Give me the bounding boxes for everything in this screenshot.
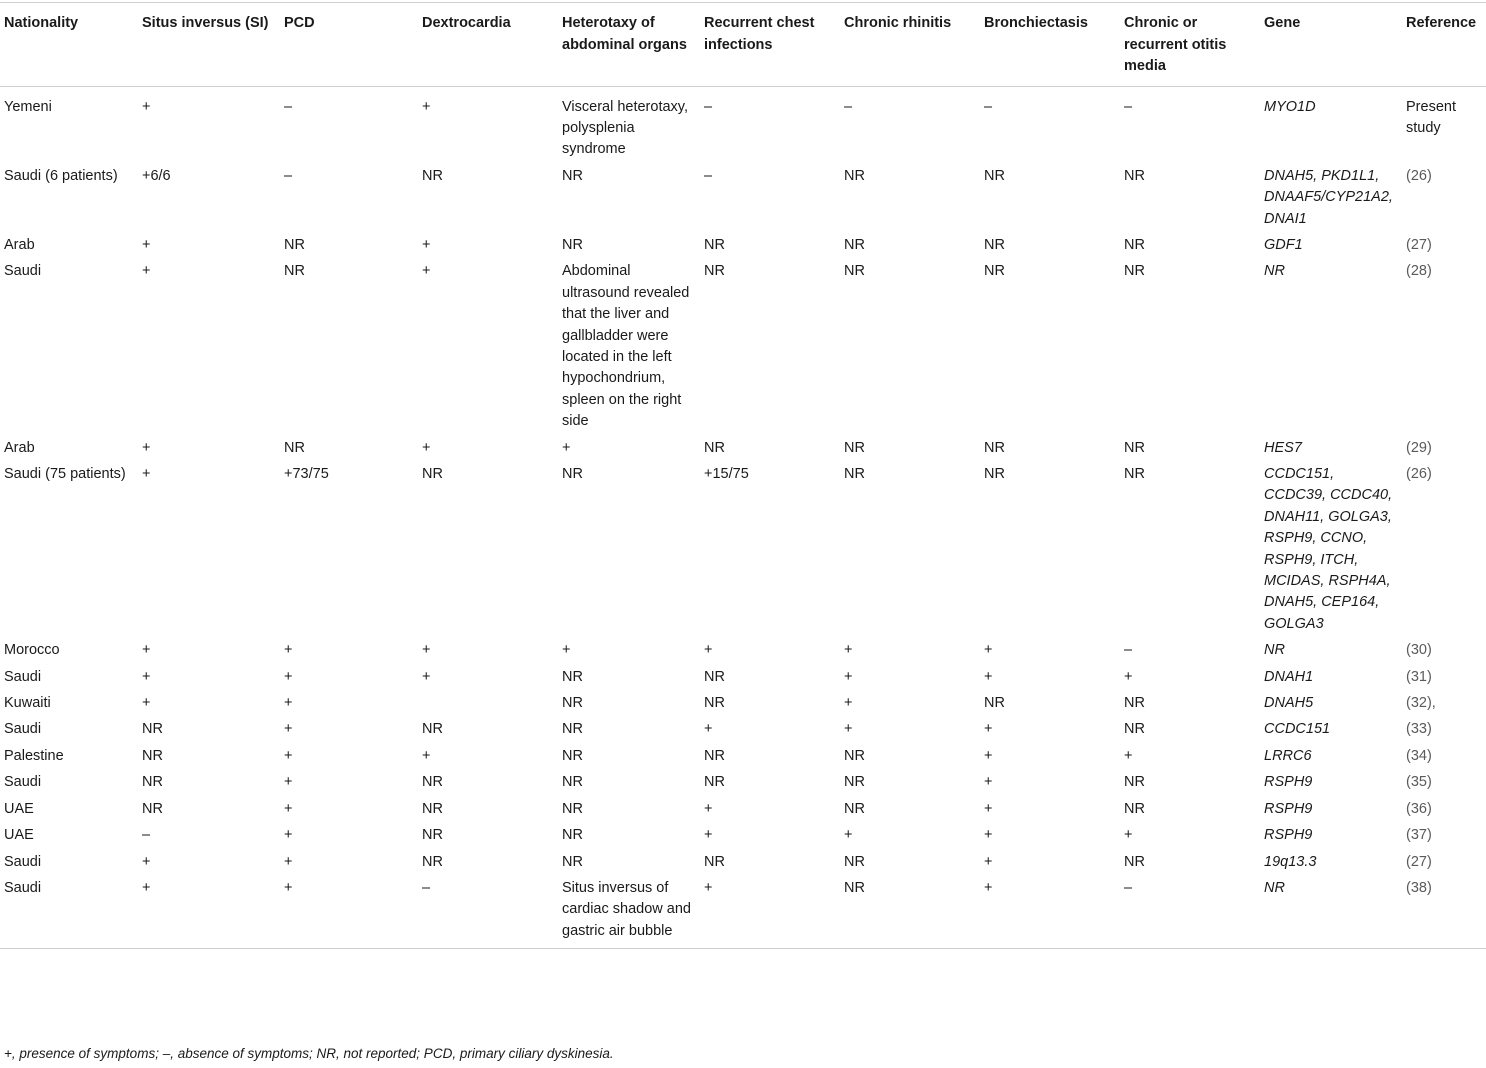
table-cell: + — [422, 236, 431, 253]
table-cell: NR — [422, 721, 443, 738]
gene-cell: CCDC151 — [1264, 721, 1331, 738]
reference-cell: (37) — [1406, 827, 1432, 844]
table-row — [0, 848, 1486, 874]
table-row — [0, 636, 1486, 662]
gene-cell: RSPH9 — [1264, 827, 1313, 844]
reference-cell: (29) — [1406, 439, 1432, 456]
gene-cell: RSPH9 — [1264, 800, 1313, 817]
reference-cell: (31) — [1406, 668, 1432, 685]
table-cell: Saudi — [4, 721, 42, 738]
table-cell: + — [280, 874, 418, 949]
table-cell: NR — [562, 466, 583, 482]
table-cell: NR — [704, 853, 725, 870]
table-row — [0, 768, 1486, 794]
table-cell: NR — [1124, 695, 1145, 712]
table-cell: + — [284, 642, 293, 659]
table-cell: NR — [422, 774, 443, 791]
table-cell: + — [422, 98, 431, 115]
table-cell: NR — [844, 167, 865, 184]
column-header: Heterotaxy of abdominal organs — [558, 3, 700, 87]
table-cell: NR — [704, 263, 725, 280]
reference-cell: (26) — [1406, 466, 1432, 482]
reference-cell: (33) — [1406, 721, 1432, 738]
table-cell: + — [142, 98, 151, 115]
table-cell: + — [142, 236, 151, 253]
table-cell: + — [422, 642, 431, 659]
data-table — [0, 2, 1486, 949]
table-cell: – — [284, 167, 293, 184]
table-row — [0, 874, 1486, 949]
table-cell: NR — [984, 263, 1005, 280]
table-cell: + — [844, 695, 853, 712]
table-cell: + — [984, 668, 993, 685]
gene-cell: CCDC151, CCDC39, CCDC40, DNAH11, GOLGA3, RSPH9, CCNO, RSPH9, ITCH, MCIDAS, RSPH4A, DNAH5, CEP164, GOLGA3 — [1264, 466, 1393, 632]
table-cell: NR — [984, 695, 1005, 712]
table-cell: + — [284, 695, 293, 712]
table-cell: NR — [284, 439, 305, 456]
table-cell: NR — [1124, 774, 1145, 791]
table-cell: NR — [142, 747, 163, 764]
table-cell: + — [704, 800, 713, 817]
table-cell: Kuwaiti — [4, 695, 51, 712]
table-cell: NR — [284, 236, 305, 253]
table-footnote: +, presence of symptoms; –, absence of symptoms; NR, not reported; PCD, primary ciliary dyskinesia. — [4, 1046, 614, 1061]
reference-cell: (30) — [1406, 642, 1432, 659]
column-header: Chronic rhinitis — [840, 3, 980, 87]
table-cell: NR — [844, 466, 865, 482]
table-cell: + — [844, 827, 853, 844]
reference-cell: (26) — [1406, 167, 1432, 184]
table-cell: + — [284, 721, 293, 738]
gene-cell: RSPH9 — [1264, 774, 1313, 791]
reference-cell: (34) — [1406, 747, 1432, 764]
reference-cell: (38) — [1402, 874, 1486, 949]
table-cell: NR — [1124, 466, 1145, 482]
gene-cell: 19q13.3 — [1264, 853, 1317, 870]
reference-cell: (27) — [1406, 236, 1432, 253]
table-cell: NR — [704, 439, 725, 456]
column-header: Recurrent chest infections — [700, 3, 840, 87]
table-cell: + — [704, 642, 713, 659]
table-row — [0, 257, 1486, 433]
table-cell: Palestine — [4, 747, 64, 764]
table-cell: NR — [422, 853, 443, 870]
table-cell: NR — [984, 236, 1005, 253]
table-cell: NR — [844, 853, 865, 870]
table-cell: + — [562, 439, 571, 456]
table-cell: + — [562, 642, 571, 659]
gene-cell: NR — [1260, 874, 1402, 949]
reference-cell: (28) — [1406, 263, 1432, 280]
table-cell: – — [704, 98, 713, 115]
table-header-row — [0, 3, 1486, 87]
table-cell: + — [142, 439, 151, 456]
table-cell: + — [138, 874, 280, 949]
table-cell: – — [1124, 98, 1133, 115]
table-cell: + — [1124, 747, 1133, 764]
table-cell: + — [1124, 827, 1133, 844]
table-cell: Saudi — [4, 853, 42, 870]
table-cell: + — [142, 263, 151, 280]
table-cell: – — [844, 98, 853, 115]
table-row — [0, 86, 1486, 162]
table-cell: Situs inversus of cardiac shadow and gastric air bubble — [558, 874, 700, 949]
table-cell: NR — [562, 800, 583, 817]
table-cell: NR — [704, 695, 725, 712]
table-cell: NR — [1124, 853, 1145, 870]
table-cell: NR — [422, 167, 443, 184]
table-row — [0, 162, 1486, 231]
table-row — [0, 689, 1486, 715]
table-cell: Saudi — [4, 668, 42, 685]
table-cell — [418, 689, 558, 715]
table-cell: NR — [1124, 800, 1145, 817]
table-cell: NR — [284, 263, 305, 280]
table-cell: – — [284, 98, 293, 115]
table-cell: Saudi — [4, 774, 42, 791]
table-cell: NR — [704, 774, 725, 791]
table-cell: + — [704, 827, 713, 844]
table-cell: + — [284, 827, 293, 844]
table-cell: NR — [1124, 721, 1145, 738]
table-cell: Morocco — [4, 642, 60, 659]
gene-cell: DNAH5 — [1264, 695, 1314, 712]
table-cell: + — [844, 642, 853, 659]
reference-cell: (32), — [1406, 695, 1436, 712]
table-cell: Arab — [4, 236, 35, 253]
table-cell: NR — [840, 874, 980, 949]
table-row — [0, 821, 1486, 847]
table-row — [0, 663, 1486, 689]
column-header: PCD — [280, 3, 418, 87]
table-cell: NR — [984, 439, 1005, 456]
table-cell: + — [844, 721, 853, 738]
table-cell: Saudi — [0, 874, 138, 949]
table-cell: NR — [142, 800, 163, 817]
table-cell: NR — [844, 800, 865, 817]
table-cell: Abdominal ultrasound revealed that the liver and gallbladder were located in the left hypochondrium, spleen on the right side — [562, 263, 690, 430]
table-cell: NR — [562, 774, 583, 791]
gene-cell: DNAH1 — [1264, 668, 1314, 685]
table-cell: + — [704, 721, 713, 738]
table-cell: + — [142, 642, 151, 659]
table-cell: + — [980, 874, 1120, 949]
table-cell: + — [284, 747, 293, 764]
gene-cell: NR — [1264, 263, 1285, 280]
table-body — [0, 86, 1486, 949]
table-cell: + — [700, 874, 840, 949]
table-cell: NR — [142, 774, 163, 791]
table-cell: + — [984, 642, 993, 659]
table-cell: + — [142, 668, 151, 685]
table-cell: + — [284, 800, 293, 817]
table-cell: +73/75 — [284, 466, 329, 482]
table-row — [0, 434, 1486, 460]
gene-cell: HES7 — [1264, 439, 1302, 456]
table-cell: Yemeni — [4, 98, 52, 115]
table-cell: + — [984, 721, 993, 738]
table-cell: Saudi (6 patients) — [4, 167, 118, 184]
table-cell: + — [984, 800, 993, 817]
table-cell: + — [284, 668, 293, 685]
gene-cell: GDF1 — [1264, 236, 1303, 253]
table-cell: NR — [562, 721, 583, 738]
table-cell: NR — [844, 439, 865, 456]
reference-cell: (36) — [1406, 800, 1432, 817]
table-cell: NR — [984, 167, 1005, 184]
gene-cell: NR — [1264, 642, 1285, 659]
table-cell: – — [704, 167, 713, 184]
column-header: Nationality — [0, 3, 138, 87]
table-cell: + — [142, 466, 151, 482]
table-cell: – — [142, 827, 151, 844]
table-cell: NR — [562, 853, 583, 870]
table-cell: Saudi (75 patients) — [4, 466, 126, 482]
table-row — [0, 460, 1486, 636]
table-cell: + — [422, 747, 431, 764]
table-cell: NR — [562, 827, 583, 844]
table-cell: NR — [562, 747, 583, 764]
table-cell: Arab — [4, 439, 35, 456]
table-cell: + — [284, 774, 293, 791]
table-cell: UAE — [4, 827, 34, 844]
table-row — [0, 715, 1486, 741]
table-cell: NR — [1124, 236, 1145, 253]
column-header: Gene — [1260, 3, 1402, 87]
column-header: Dextrocardia — [418, 3, 558, 87]
table-cell: NR — [562, 236, 583, 253]
table-cell: + — [1124, 668, 1133, 685]
table-cell: + — [984, 853, 993, 870]
table-cell: NR — [562, 695, 583, 712]
table-row — [0, 742, 1486, 768]
table-row — [0, 795, 1486, 821]
table-cell: + — [984, 774, 993, 791]
reference-cell: Present study — [1406, 98, 1456, 136]
gene-cell: LRRC6 — [1264, 747, 1312, 764]
table-cell: – — [984, 98, 993, 115]
table-cell: UAE — [4, 800, 34, 817]
table-cell: NR — [562, 668, 583, 685]
table-row — [0, 231, 1486, 257]
table-cell: NR — [142, 721, 163, 738]
table-cell: NR — [844, 263, 865, 280]
table-cell: NR — [422, 827, 443, 844]
table-cell: + — [984, 747, 993, 764]
table-cell: NR — [1124, 439, 1145, 456]
reference-cell: (27) — [1406, 853, 1432, 870]
table-cell: NR — [1124, 167, 1145, 184]
column-header: Chronic or recurrent otitis media — [1120, 3, 1260, 87]
table-cell: – — [418, 874, 558, 949]
table-cell: NR — [704, 236, 725, 253]
table-cell: + — [984, 827, 993, 844]
table-cell: NR — [704, 668, 725, 685]
table-cell: NR — [422, 800, 443, 817]
table-cell: + — [844, 668, 853, 685]
reference-cell: (35) — [1406, 774, 1432, 791]
table-cell: – — [1124, 642, 1133, 659]
table-cell: – — [1120, 874, 1260, 949]
table-cell: NR — [562, 167, 583, 184]
table-cell: Saudi — [4, 263, 42, 280]
table-cell: +6/6 — [142, 167, 171, 184]
column-header: Reference — [1402, 3, 1486, 87]
table-cell: Visceral heterotaxy, polysplenia syndrome — [562, 98, 688, 158]
table-cell: NR — [984, 466, 1005, 482]
table-cell: NR — [1124, 263, 1145, 280]
table-cell: +15/75 — [704, 466, 749, 482]
column-header: Bronchiectasis — [980, 3, 1120, 87]
gene-cell: MYO1D — [1264, 98, 1316, 115]
table-cell: + — [142, 853, 151, 870]
table-cell: + — [422, 668, 431, 685]
column-header: Situs inversus (SI) — [138, 3, 280, 87]
gene-cell: DNAH5, PKD1L1, DNAAF5/CYP21A2, DNAI1 — [1264, 167, 1393, 227]
table-cell: NR — [844, 747, 865, 764]
table-cell: + — [422, 439, 431, 456]
table-cell: NR — [422, 466, 443, 482]
table-cell: + — [284, 853, 293, 870]
table-cell: NR — [844, 774, 865, 791]
table-cell: NR — [844, 236, 865, 253]
table-cell: + — [422, 263, 431, 280]
table-cell: NR — [704, 747, 725, 764]
table-cell: + — [142, 695, 151, 712]
